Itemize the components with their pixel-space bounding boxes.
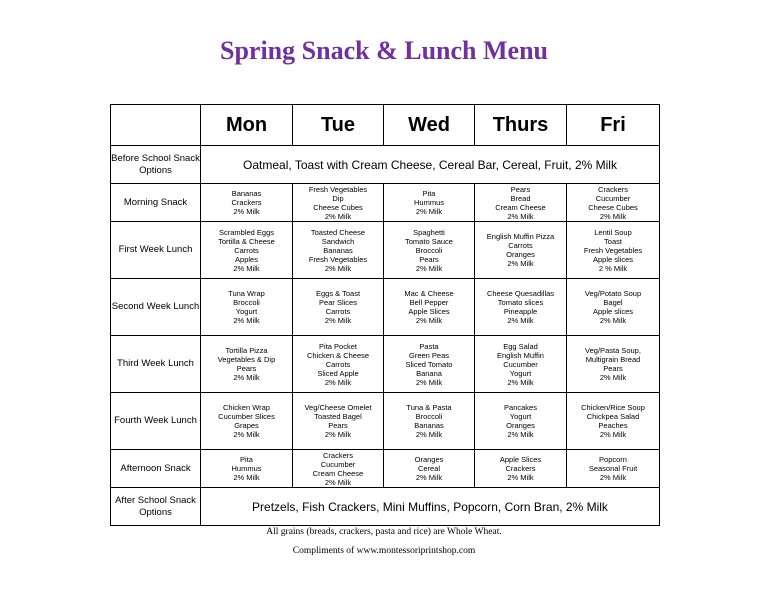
menu-cell-mon (201, 222, 293, 279)
menu-cell-thurs (475, 184, 567, 222)
menu-item: Spaghetti (413, 227, 445, 237)
menu-item: Scrambled Eggs (218, 227, 275, 237)
menu-item: 2% Milk (599, 211, 627, 221)
menu-title: Spring Snack & Lunch Menu (220, 36, 548, 65)
menu-item: Sandwich (321, 236, 355, 246)
menu-item: 2% Milk (324, 430, 352, 439)
menu-item: Toast (604, 236, 622, 246)
menu-cell-thurs (475, 336, 567, 393)
menu-item: Cheese Cubes (588, 202, 638, 212)
menu-item: Toasted Cheese (310, 227, 366, 237)
menu-item: Chicken & Cheese (306, 350, 370, 360)
menu-item: Veg/Potato Soup (584, 289, 642, 298)
menu-item: 2% Milk (415, 263, 443, 273)
menu-item: Seasonal Fruit (588, 464, 638, 473)
menu-item: Carrots (234, 245, 259, 255)
menu-item: 2% Milk (233, 473, 260, 482)
day-mon: Mon (201, 105, 293, 146)
menu-item: 2% Milk (415, 430, 443, 439)
menu-item: Yogurt (235, 307, 258, 316)
day-wed: Wed (384, 105, 475, 146)
menu-cell-mon (201, 279, 293, 336)
menu-cell-wed (384, 450, 475, 488)
row-label: First Week Lunch (111, 222, 201, 279)
menu-item: Pita (240, 455, 253, 464)
menu-item: Cucumber Slices (218, 412, 275, 421)
menu-row (111, 393, 660, 450)
menu-item: Pineapple (503, 307, 538, 316)
menu-item: Bagel (603, 298, 623, 307)
menu-item: Broccoli (233, 298, 260, 307)
menu-item: 2% Milk (599, 373, 627, 382)
menu-item: Crackers (597, 184, 628, 194)
menu-item: Pear Slices (319, 298, 357, 307)
menu-item: Tuna & Pasta (406, 403, 452, 412)
menu-item: Fresh Vegetables (583, 245, 643, 255)
menu-item: 2% Milk (415, 316, 443, 325)
menu-item: Eggs & Toast (315, 289, 361, 298)
menu-cell-wed (384, 222, 475, 279)
menu-cell-wed (384, 336, 475, 393)
menu-item: Bread (510, 193, 531, 203)
menu-item: Cream Cheese (495, 202, 546, 212)
menu-cell-fri (567, 393, 660, 450)
menu-cell-thurs (475, 279, 567, 336)
menu-item: Tomato slices (497, 298, 544, 307)
before-school-row (111, 146, 660, 184)
menu-item: 2 % Milk (598, 263, 628, 273)
menu-item: 2% Milk (233, 207, 260, 216)
menu-item: English Muffin Pizza (486, 232, 555, 241)
menu-item: Carrots (325, 307, 351, 316)
menu-item: Tuna Wrap (228, 289, 265, 298)
menu-item: Green Peas (408, 350, 450, 360)
menu-row (111, 336, 660, 393)
menu-item: 2% Milk (599, 473, 627, 482)
menu-item: 2% Milk (599, 430, 627, 439)
menu-item: Pasta (419, 341, 439, 351)
menu-cell-mon (201, 336, 293, 393)
menu-item: Pears (419, 254, 439, 264)
menu-item: Chicken Wrap (223, 403, 270, 412)
menu-item: Pears (510, 184, 531, 194)
grains-footnote: All grains (breads, crackers, pasta and rice) are Whole Wheat. (266, 527, 502, 537)
menu-item: Cucumber (320, 459, 356, 469)
menu-item: Bananas (231, 189, 262, 198)
menu-cell-thurs (475, 450, 567, 488)
menu-item: 2% Milk (507, 377, 534, 387)
menu-item: Cucumber (595, 193, 631, 203)
menu-row (111, 184, 660, 222)
menu-item: 2% Milk (324, 316, 352, 325)
menu-item: Apple slices (592, 307, 634, 316)
menu-cell-wed (384, 184, 475, 222)
menu-cell-fri (567, 222, 660, 279)
menu-item: Multigrain Bread (585, 355, 641, 364)
menu-item: Broccoli (415, 412, 443, 421)
menu-item: Pancakes (504, 403, 537, 412)
credit-line: Compliments of www.montessoriprintshop.com (292, 546, 476, 556)
menu-table (110, 104, 660, 526)
menu-item: Veg/Pasta Soup, (585, 346, 641, 355)
menu-cell-tue (293, 450, 384, 488)
menu-item: 2% Milk (415, 473, 443, 482)
menu-item: Cucumber (503, 359, 538, 369)
menu-item: 2% Milk (415, 207, 443, 216)
menu-cell-thurs (475, 393, 567, 450)
menu-item: 2% Milk (507, 316, 534, 325)
menu-cell-wed (384, 279, 475, 336)
menu-cell-mon (201, 184, 293, 222)
day-header-row (111, 105, 660, 146)
menu-cell-fri (567, 336, 660, 393)
menu-item: 2% Milk (324, 211, 352, 221)
menu-item: 2% Milk (324, 377, 352, 387)
menu-item: 2% Milk (324, 263, 352, 273)
menu-item: Yogurt (509, 412, 532, 421)
menu-item: 2% Milk (233, 263, 260, 273)
menu-item: 2% Milk (233, 430, 260, 439)
menu-item: Oranges (506, 421, 535, 430)
menu-item: Carrots (508, 241, 533, 250)
menu-item: Lentil Soup (594, 227, 632, 237)
menu-item: English Muffin (497, 350, 544, 360)
menu-cell-thurs (475, 222, 567, 279)
menu-item: Mac & Cheese (404, 289, 454, 298)
menu-row (111, 222, 660, 279)
menu-item: Cheese Quesadillas (486, 289, 555, 298)
menu-item: Bananas (414, 421, 444, 430)
menu-item: Egg Salad (503, 341, 538, 351)
menu-item: Tortilla Pizza (225, 346, 268, 355)
menu-cell-tue (293, 184, 384, 222)
menu-item: 2% Milk (507, 430, 534, 439)
menu-item: Yogurt (509, 368, 532, 378)
menu-item: 2% Milk (507, 259, 534, 268)
after-school-row (111, 488, 660, 526)
menu-item: Pita (422, 189, 436, 198)
menu-item: Crackers (231, 198, 262, 207)
after-school-options: Pretzels, Fish Crackers, Mini Muffins, Popcorn, Corn Bran, 2% Milk (201, 488, 660, 526)
menu-item: Pears (603, 364, 623, 373)
menu-item: Apples (235, 254, 258, 264)
day-thurs: Thurs (475, 105, 567, 146)
menu-item: 2% Milk (324, 477, 352, 487)
menu-item: Crackers (322, 450, 353, 460)
menu-item: Bananas (323, 245, 353, 255)
row-label: Third Week Lunch (111, 336, 201, 393)
menu-cell-fri (567, 450, 660, 488)
menu-item: Cereal (417, 464, 441, 473)
menu-item: Apple Slices (408, 307, 450, 316)
menu-item: Fresh Vegetables (308, 254, 368, 264)
menu-cell-tue (293, 393, 384, 450)
row-label: Second Week Lunch (111, 279, 201, 336)
menu-cell-wed (384, 393, 475, 450)
menu-item: Crackers (505, 464, 536, 473)
menu-item: Peaches (598, 421, 628, 430)
row-label: Morning Snack (111, 184, 201, 222)
day-fri: Fri (567, 105, 660, 146)
menu-item: Bell Pepper (409, 298, 449, 307)
menu-row (111, 450, 660, 488)
before-school-options: Oatmeal, Toast with Cream Cheese, Cereal Bar, Cereal, Fruit, 2% Milk (201, 146, 660, 184)
after-school-label: After School Snack Options (111, 488, 201, 526)
menu-cell-tue (293, 222, 384, 279)
menu-item: Oranges (506, 250, 535, 259)
menu-item: Hummus (231, 464, 262, 473)
menu-cell-tue (293, 279, 384, 336)
menu-item: 2% Milk (507, 473, 534, 482)
menu-item: Hummus (413, 198, 444, 207)
menu-item: Cream Cheese (312, 468, 364, 478)
menu-item: Veg/Cheese Omelet (304, 403, 372, 412)
menu-item: Cheese Cubes (313, 202, 363, 212)
menu-cell-tue (293, 336, 384, 393)
menu-item: 2% Milk (599, 316, 627, 325)
menu-item: Sliced Tomato (405, 359, 453, 369)
menu-item: Pears (328, 421, 348, 430)
row-label: Fourth Week Lunch (111, 393, 201, 450)
menu-item: Banana (416, 368, 442, 378)
menu-item: Toasted Bagel (314, 412, 362, 421)
menu-item: Dip (332, 193, 344, 203)
menu-item: Chicken/Rice Soup (581, 403, 645, 412)
menu-item: Grapes (234, 421, 259, 430)
menu-item: Carrots (325, 359, 351, 369)
menu-item: Pears (236, 364, 257, 373)
row-label: Afternoon Snack (111, 450, 201, 488)
menu-item: Sliced Apple (317, 368, 359, 378)
menu-item: Vegetables & Dip (217, 355, 276, 364)
menu-item: Apple slices (592, 254, 634, 264)
menu-item: Tortilla & Cheese (218, 236, 275, 246)
menu-item: Fresh Vegetables (308, 184, 368, 194)
menu-item: 2% Milk (233, 316, 260, 325)
menu-item: Broccoli (415, 245, 443, 255)
day-tue: Tue (293, 105, 384, 146)
menu-cell-mon (201, 393, 293, 450)
menu-cell-fri (567, 279, 660, 336)
menu-cell-mon (201, 450, 293, 488)
before-school-label: Before School Snack Options (111, 146, 201, 184)
menu-item: Tomato Sauce (405, 236, 453, 246)
menu-row (111, 279, 660, 336)
menu-cell-fri (567, 184, 660, 222)
menu-item: Pita Pocket (319, 341, 357, 351)
menu-item: Oranges (414, 455, 444, 464)
menu-item: Popcorn (599, 455, 627, 464)
menu-item: Chickpea Salad (586, 412, 640, 421)
menu-item: 2% Milk (233, 373, 260, 382)
menu-item: 2% Milk (415, 377, 443, 387)
menu-item: 2% Milk (507, 211, 534, 221)
corner-cell (111, 105, 201, 146)
menu-item: Apple Slices (499, 455, 542, 464)
